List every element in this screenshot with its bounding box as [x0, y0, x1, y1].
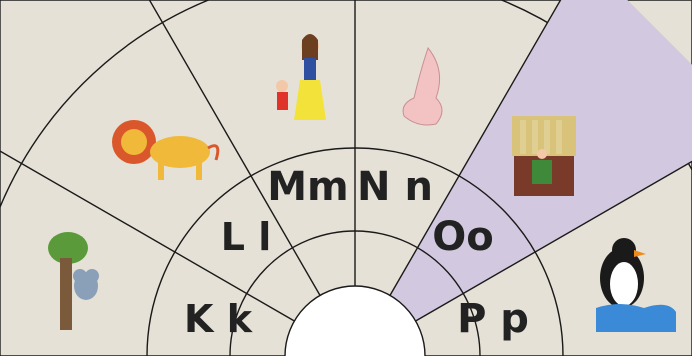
- letter-label-p: P p: [457, 296, 529, 342]
- letter-label-l: L l: [220, 215, 272, 259]
- letter-label-n: N n: [357, 164, 433, 210]
- organ-player-icon: [512, 116, 576, 196]
- letter-label-m: Mm: [267, 164, 349, 210]
- letter-label-k: K k: [184, 297, 252, 341]
- letter-label-o: Oo: [432, 214, 494, 260]
